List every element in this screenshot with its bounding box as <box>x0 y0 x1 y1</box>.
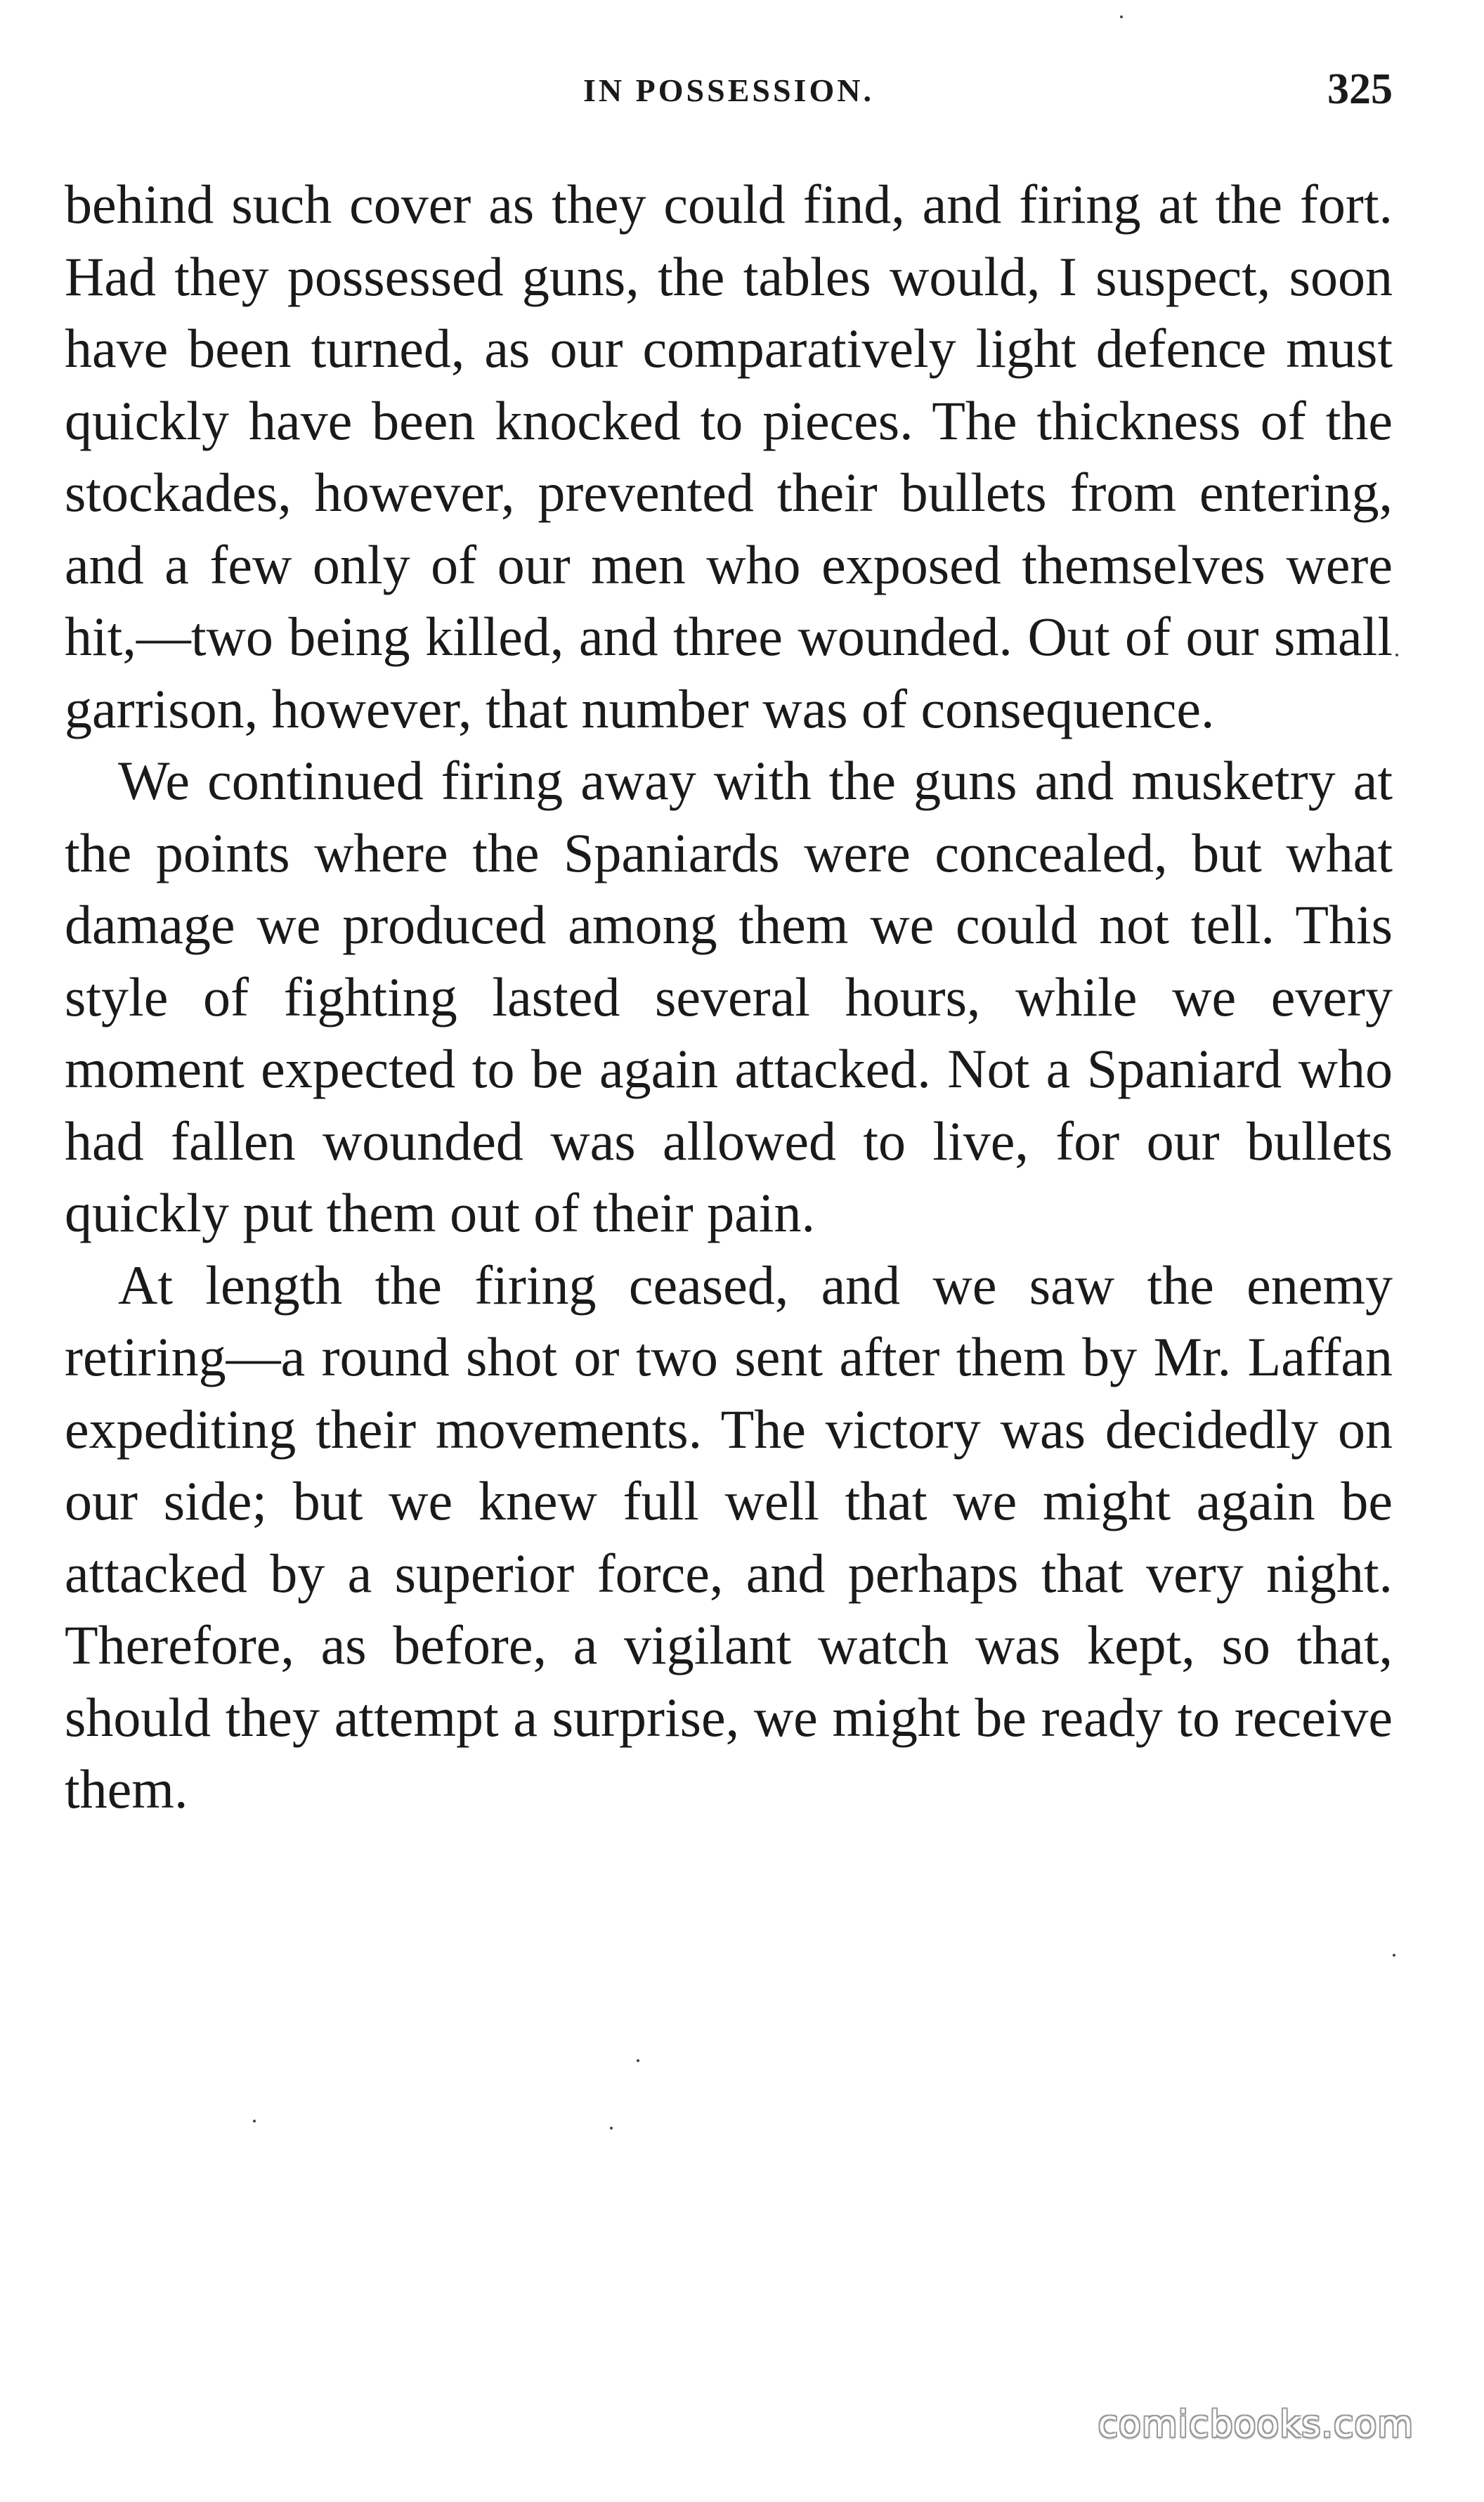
paragraph-3: At length the firing ceased, and we saw the enemy retiring—a round shot or two sent after them by Mr. Laffan expediting their movements. The victory was decidedly on our side; but we knew full well that we might again be attacked by a superior force, and perhaps that very night. Therefore, as before, a vigilant watch was kept, so that, should they attempt a surprise, we might be ready to receive them. <box>65 1254 1393 1820</box>
print-speck <box>637 2059 639 2062</box>
print-speck <box>610 2127 613 2130</box>
print-speck <box>253 2120 256 2122</box>
print-speck <box>1120 15 1123 18</box>
running-head <box>65 67 1393 131</box>
paragraph-2: We continued firing away with the guns and musketry at the points where the Spaniards were concealed, but what damage we produced among them we could not tell. This style of fighting lasted several hours, while we every moment expected to be again attacked. Not a Spaniard who had fallen wounded was allowed to live, for our bullets quickly put them out of their pain. <box>65 750 1393 1243</box>
print-speck <box>1393 1954 1395 1957</box>
paragraph-1: behind such cover as they could find, and firing at the fort. Had they possessed guns, the tables would, I suspect, soon have been turned, as our comparatively light defence must quickly have been knocked to pieces. The thickness of the stockades, however, prevented their bullets from entering, and a few only of our men who exposed themselves were hit,—two being killed, and three wounded. Out of our small garrison, however, that number was of consequence. <box>65 174 1393 739</box>
running-title: IN POSSESSION. <box>583 72 874 108</box>
print-speck <box>1395 654 1398 656</box>
watermark-logo: comicbooks.com <box>1098 2404 1414 2446</box>
body-text <box>65 169 1393 1826</box>
page-number: 325 <box>1327 65 1393 113</box>
